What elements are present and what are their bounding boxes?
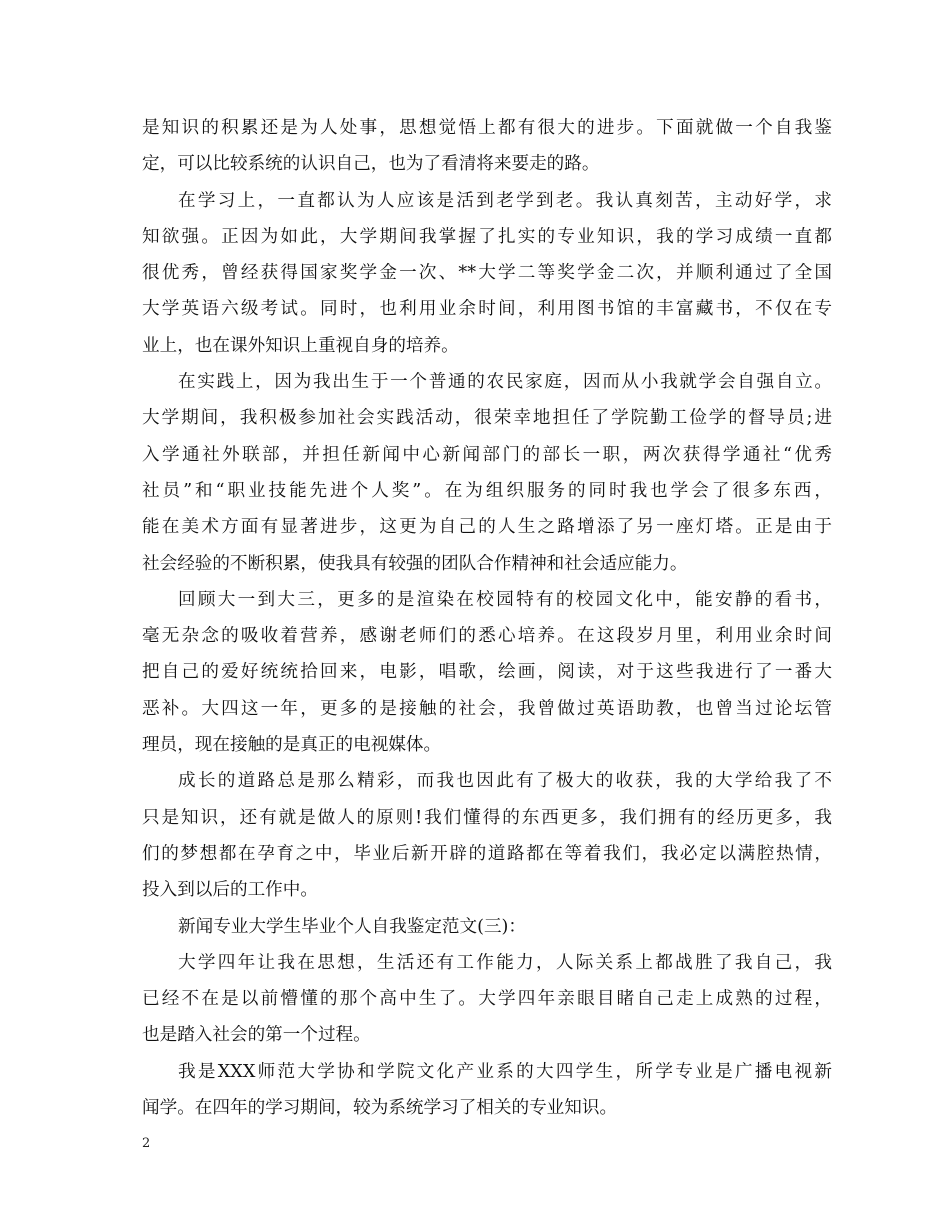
text-line: 定，可以比较系统的认识自己，也为了看清将来要走的路。 xyxy=(142,154,600,175)
text-line: 大学期间，我积极参加社会实践活动，很荣幸地担任了学院勤工俭学的督导员;进 xyxy=(142,408,832,429)
text-line: 回顾大一到大三，更多的是渲染在校园特有的校园文化中，能安静的看书， xyxy=(178,589,832,610)
page-number: 2 xyxy=(142,1136,151,1151)
text-line: 只是知识，还有就是做人的原则!我们懂得的东西更多，我们拥有的经历更多，我 xyxy=(142,807,832,828)
text-line: 入学通社外联部，并担任新闻中心新闻部门的部长一职，两次获得学通社“优秀 xyxy=(142,444,832,465)
text-line: 成长的道路总是那么精彩，而我也因此有了极大的收获，我的大学给我了不 xyxy=(178,771,832,792)
text-line: 理员，现在接触的是真正的电视媒体。 xyxy=(142,735,442,756)
text-line: 业上，也在课外知识上重视自身的培养。 xyxy=(142,335,459,356)
text-line: 我是XXX师范大学协和学院文化产业系的大四学生，所学专业是广播电视新 xyxy=(178,1061,832,1082)
text-line: 们的梦想都在孕育之中，毕业后新开辟的道路都在等着我们，我必定以满腔热情， xyxy=(142,843,832,864)
text-line: 大学英语六级考试。同时，也利用业余时间，利用图书馆的丰富藏书，不仅在专 xyxy=(142,299,832,320)
text-line: 社员”和“职业技能先进个人奖”。在为组织服务的同时我也学会了很多东西， xyxy=(142,480,832,501)
text-line: 把自己的爱好统统拾回来，电影，唱歌，绘画，阅读，对于这些我进行了一番大 xyxy=(142,662,832,683)
text-line: 恶补。大四这一年，更多的是接触的社会，我曾做过英语助教，也曾当过论坛管 xyxy=(142,698,832,719)
document-body xyxy=(142,110,832,1126)
text-line: 是知识的积累还是为人处事，思想觉悟上都有很大的进步。下面就做一个自我鉴 xyxy=(142,118,832,138)
text-line: 投入到以后的工作中。 xyxy=(142,880,318,901)
text-line: 在学习上，一直都认为人应该是活到老学到老。我认真刻苦，主动好学，求 xyxy=(178,190,832,211)
text-line: 能在美术方面有显著进步，这更为自己的人生之路增添了另一座灯塔。正是由于 xyxy=(142,517,832,538)
text-line: 新闻专业大学生毕业个人自我鉴定范文(三)： xyxy=(178,916,527,937)
text-line: 也是踏入社会的第一个过程。 xyxy=(142,1025,371,1046)
text-line: 闻学。在四年的学习期间，较为系统学习了相关的专业知识。 xyxy=(142,1098,618,1119)
text-line: 大学四年让我在思想，生活还有工作能力，人际关系上都战胜了我自己，我 xyxy=(178,952,832,973)
text-line: 在实践上，因为我出生于一个普通的农民家庭，因而从小我就学会自强自立。 xyxy=(178,372,832,393)
text-line: 很优秀，曾经获得国家奖学金一次、**大学二等奖学金二次，并顺利通过了全国 xyxy=(142,263,832,284)
text-line: 已经不在是以前懵懂的那个高中生了。大学四年亲眼目睹自己走上成熟的过程， xyxy=(142,989,832,1010)
text-line: 毫无杂念的吸收着营养，感谢老师们的悉心培养。在这段岁月里，利用业余时间 xyxy=(142,626,832,647)
text-line: 社会经验的不断积累，使我具有较强的团队合作精神和社会适应能力。 xyxy=(142,553,688,574)
text-line: 知欲强。正因为如此，大学期间我掌握了扎实的专业知识，我的学习成绩一直都 xyxy=(142,226,832,247)
